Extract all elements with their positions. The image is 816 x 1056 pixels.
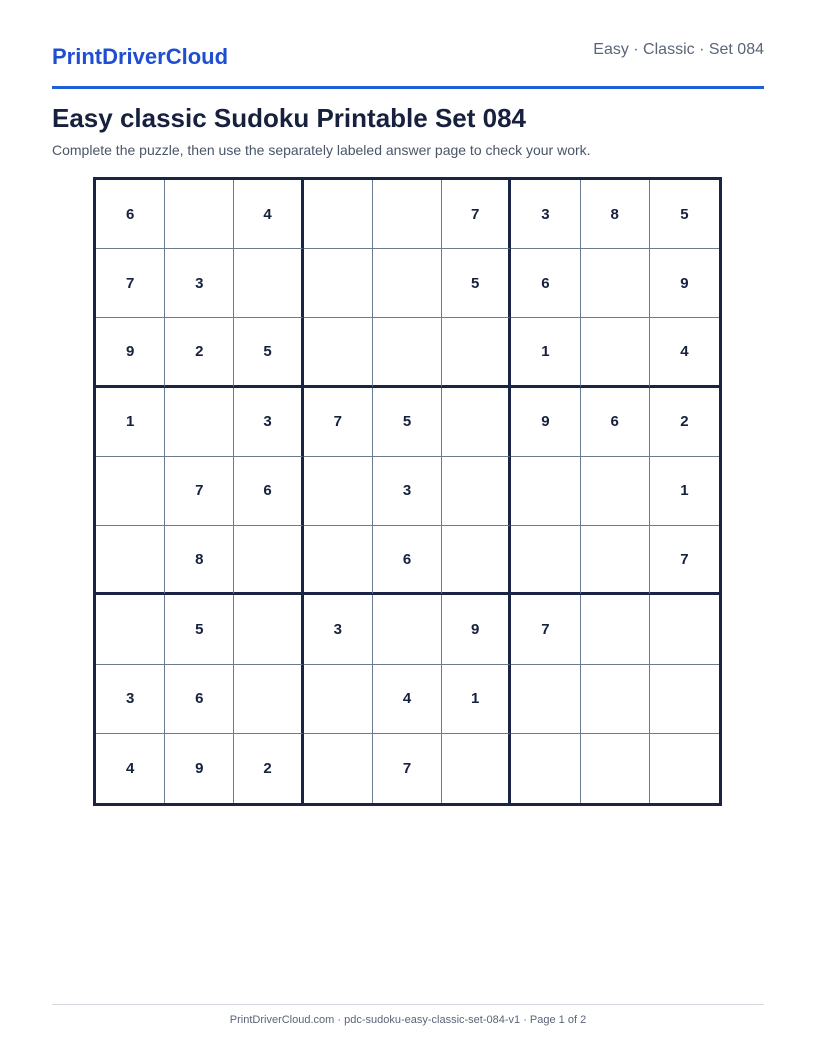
sudoku-cell[interactable]: 9 <box>165 734 234 803</box>
sudoku-cell[interactable]: 3 <box>96 665 165 734</box>
sudoku-cell[interactable]: 1 <box>650 457 719 526</box>
footer-divider <box>52 1004 764 1005</box>
page-footer: PrintDriverCloud.com · pdc-sudoku-easy-classic-set-084-v1 · Page 1 of 2 <box>229 1014 587 1026</box>
sudoku-cell[interactable] <box>650 665 719 734</box>
sudoku-cell[interactable] <box>234 665 303 734</box>
sudoku-cell[interactable]: 3 <box>304 595 373 664</box>
sudoku-cell[interactable] <box>511 665 580 734</box>
sudoku-cell[interactable] <box>165 388 234 457</box>
sudoku-cell[interactable] <box>304 318 373 387</box>
sudoku-cell[interactable]: 3 <box>511 180 580 249</box>
sudoku-cell[interactable]: 6 <box>96 180 165 249</box>
brand-logo[interactable]: PrintDriverCloud <box>52 44 229 69</box>
sudoku-cell[interactable] <box>304 665 373 734</box>
sudoku-cell[interactable] <box>234 249 303 318</box>
sudoku-cell[interactable]: 4 <box>96 734 165 803</box>
sudoku-cell[interactable]: 1 <box>511 318 580 387</box>
page-title: Easy classic Sudoku Printable Set 084 <box>52 103 527 133</box>
sudoku-cell[interactable]: 7 <box>442 180 511 249</box>
sudoku-cell[interactable] <box>581 595 650 664</box>
sudoku-cell[interactable] <box>442 388 511 457</box>
sudoku-cell[interactable] <box>304 734 373 803</box>
sudoku-cell[interactable]: 8 <box>581 180 650 249</box>
sudoku-cell[interactable] <box>442 526 511 595</box>
sudoku-cell[interactable] <box>511 457 580 526</box>
sudoku-cell[interactable] <box>304 249 373 318</box>
sudoku-cell[interactable]: 3 <box>165 249 234 318</box>
sudoku-cell[interactable] <box>304 526 373 595</box>
sudoku-cell[interactable]: 5 <box>234 318 303 387</box>
sudoku-cell[interactable] <box>442 318 511 387</box>
sudoku-cell[interactable]: 6 <box>511 249 580 318</box>
sudoku-cell[interactable]: 4 <box>234 180 303 249</box>
sudoku-cell[interactable]: 2 <box>650 388 719 457</box>
sudoku-cell[interactable] <box>373 180 442 249</box>
sudoku-cell[interactable] <box>650 595 719 664</box>
sudoku-cell[interactable] <box>234 595 303 664</box>
sudoku-cell[interactable]: 7 <box>165 457 234 526</box>
sudoku-cell[interactable]: 6 <box>165 665 234 734</box>
page-subtitle: Complete the puzzle, then use the separately labeled answer page to check your work. <box>52 142 591 158</box>
sudoku-cell[interactable] <box>581 734 650 803</box>
sudoku-cell[interactable]: 7 <box>373 734 442 803</box>
sudoku-cell[interactable]: 6 <box>373 526 442 595</box>
sudoku-cell[interactable]: 1 <box>442 665 511 734</box>
sudoku-cell[interactable]: 7 <box>304 388 373 457</box>
sudoku-cell[interactable] <box>511 526 580 595</box>
sudoku-cell[interactable]: 6 <box>234 457 303 526</box>
sudoku-cell[interactable]: 9 <box>96 318 165 387</box>
sudoku-cell[interactable] <box>442 457 511 526</box>
sudoku-cell[interactable] <box>165 180 234 249</box>
sudoku-cell[interactable]: 7 <box>650 526 719 595</box>
sudoku-cell[interactable] <box>234 526 303 595</box>
sudoku-cell[interactable]: 7 <box>511 595 580 664</box>
sudoku-cell[interactable]: 3 <box>234 388 303 457</box>
sudoku-cell[interactable] <box>96 457 165 526</box>
sudoku-cell[interactable]: 7 <box>96 249 165 318</box>
sudoku-cell[interactable]: 5 <box>165 595 234 664</box>
sudoku-cell[interactable] <box>96 526 165 595</box>
sudoku-cell[interactable]: 9 <box>511 388 580 457</box>
sudoku-cell[interactable] <box>581 318 650 387</box>
sudoku-cell[interactable] <box>581 457 650 526</box>
sudoku-cell[interactable] <box>581 249 650 318</box>
sudoku-cell[interactable] <box>511 734 580 803</box>
sudoku-cell[interactable]: 4 <box>650 318 719 387</box>
sudoku-cell[interactable] <box>581 665 650 734</box>
puzzle-meta: Easy · Classic · Set 084 <box>593 41 764 58</box>
sudoku-cell[interactable]: 2 <box>234 734 303 803</box>
sudoku-cell[interactable]: 5 <box>373 388 442 457</box>
sudoku-cell[interactable] <box>581 526 650 595</box>
sudoku-cell[interactable]: 3 <box>373 457 442 526</box>
sudoku-cell[interactable] <box>373 595 442 664</box>
sudoku-cell[interactable] <box>373 249 442 318</box>
sudoku-cell[interactable]: 9 <box>442 595 511 664</box>
sudoku-cell[interactable]: 4 <box>373 665 442 734</box>
sudoku-cell[interactable] <box>304 457 373 526</box>
sudoku-cell[interactable]: 1 <box>96 388 165 457</box>
sudoku-cell[interactable]: 8 <box>165 526 234 595</box>
sudoku-cell[interactable]: 5 <box>650 180 719 249</box>
sudoku-cell[interactable] <box>96 595 165 664</box>
sudoku-cell[interactable]: 6 <box>581 388 650 457</box>
sudoku-grid <box>93 177 722 806</box>
sudoku-cell[interactable] <box>373 318 442 387</box>
sudoku-cell[interactable] <box>442 734 511 803</box>
sudoku-cell[interactable] <box>650 734 719 803</box>
sudoku-cell[interactable]: 2 <box>165 318 234 387</box>
sudoku-cell[interactable]: 5 <box>442 249 511 318</box>
sudoku-cell[interactable]: 9 <box>650 249 719 318</box>
sudoku-cell[interactable] <box>304 180 373 249</box>
page-header <box>52 36 764 89</box>
